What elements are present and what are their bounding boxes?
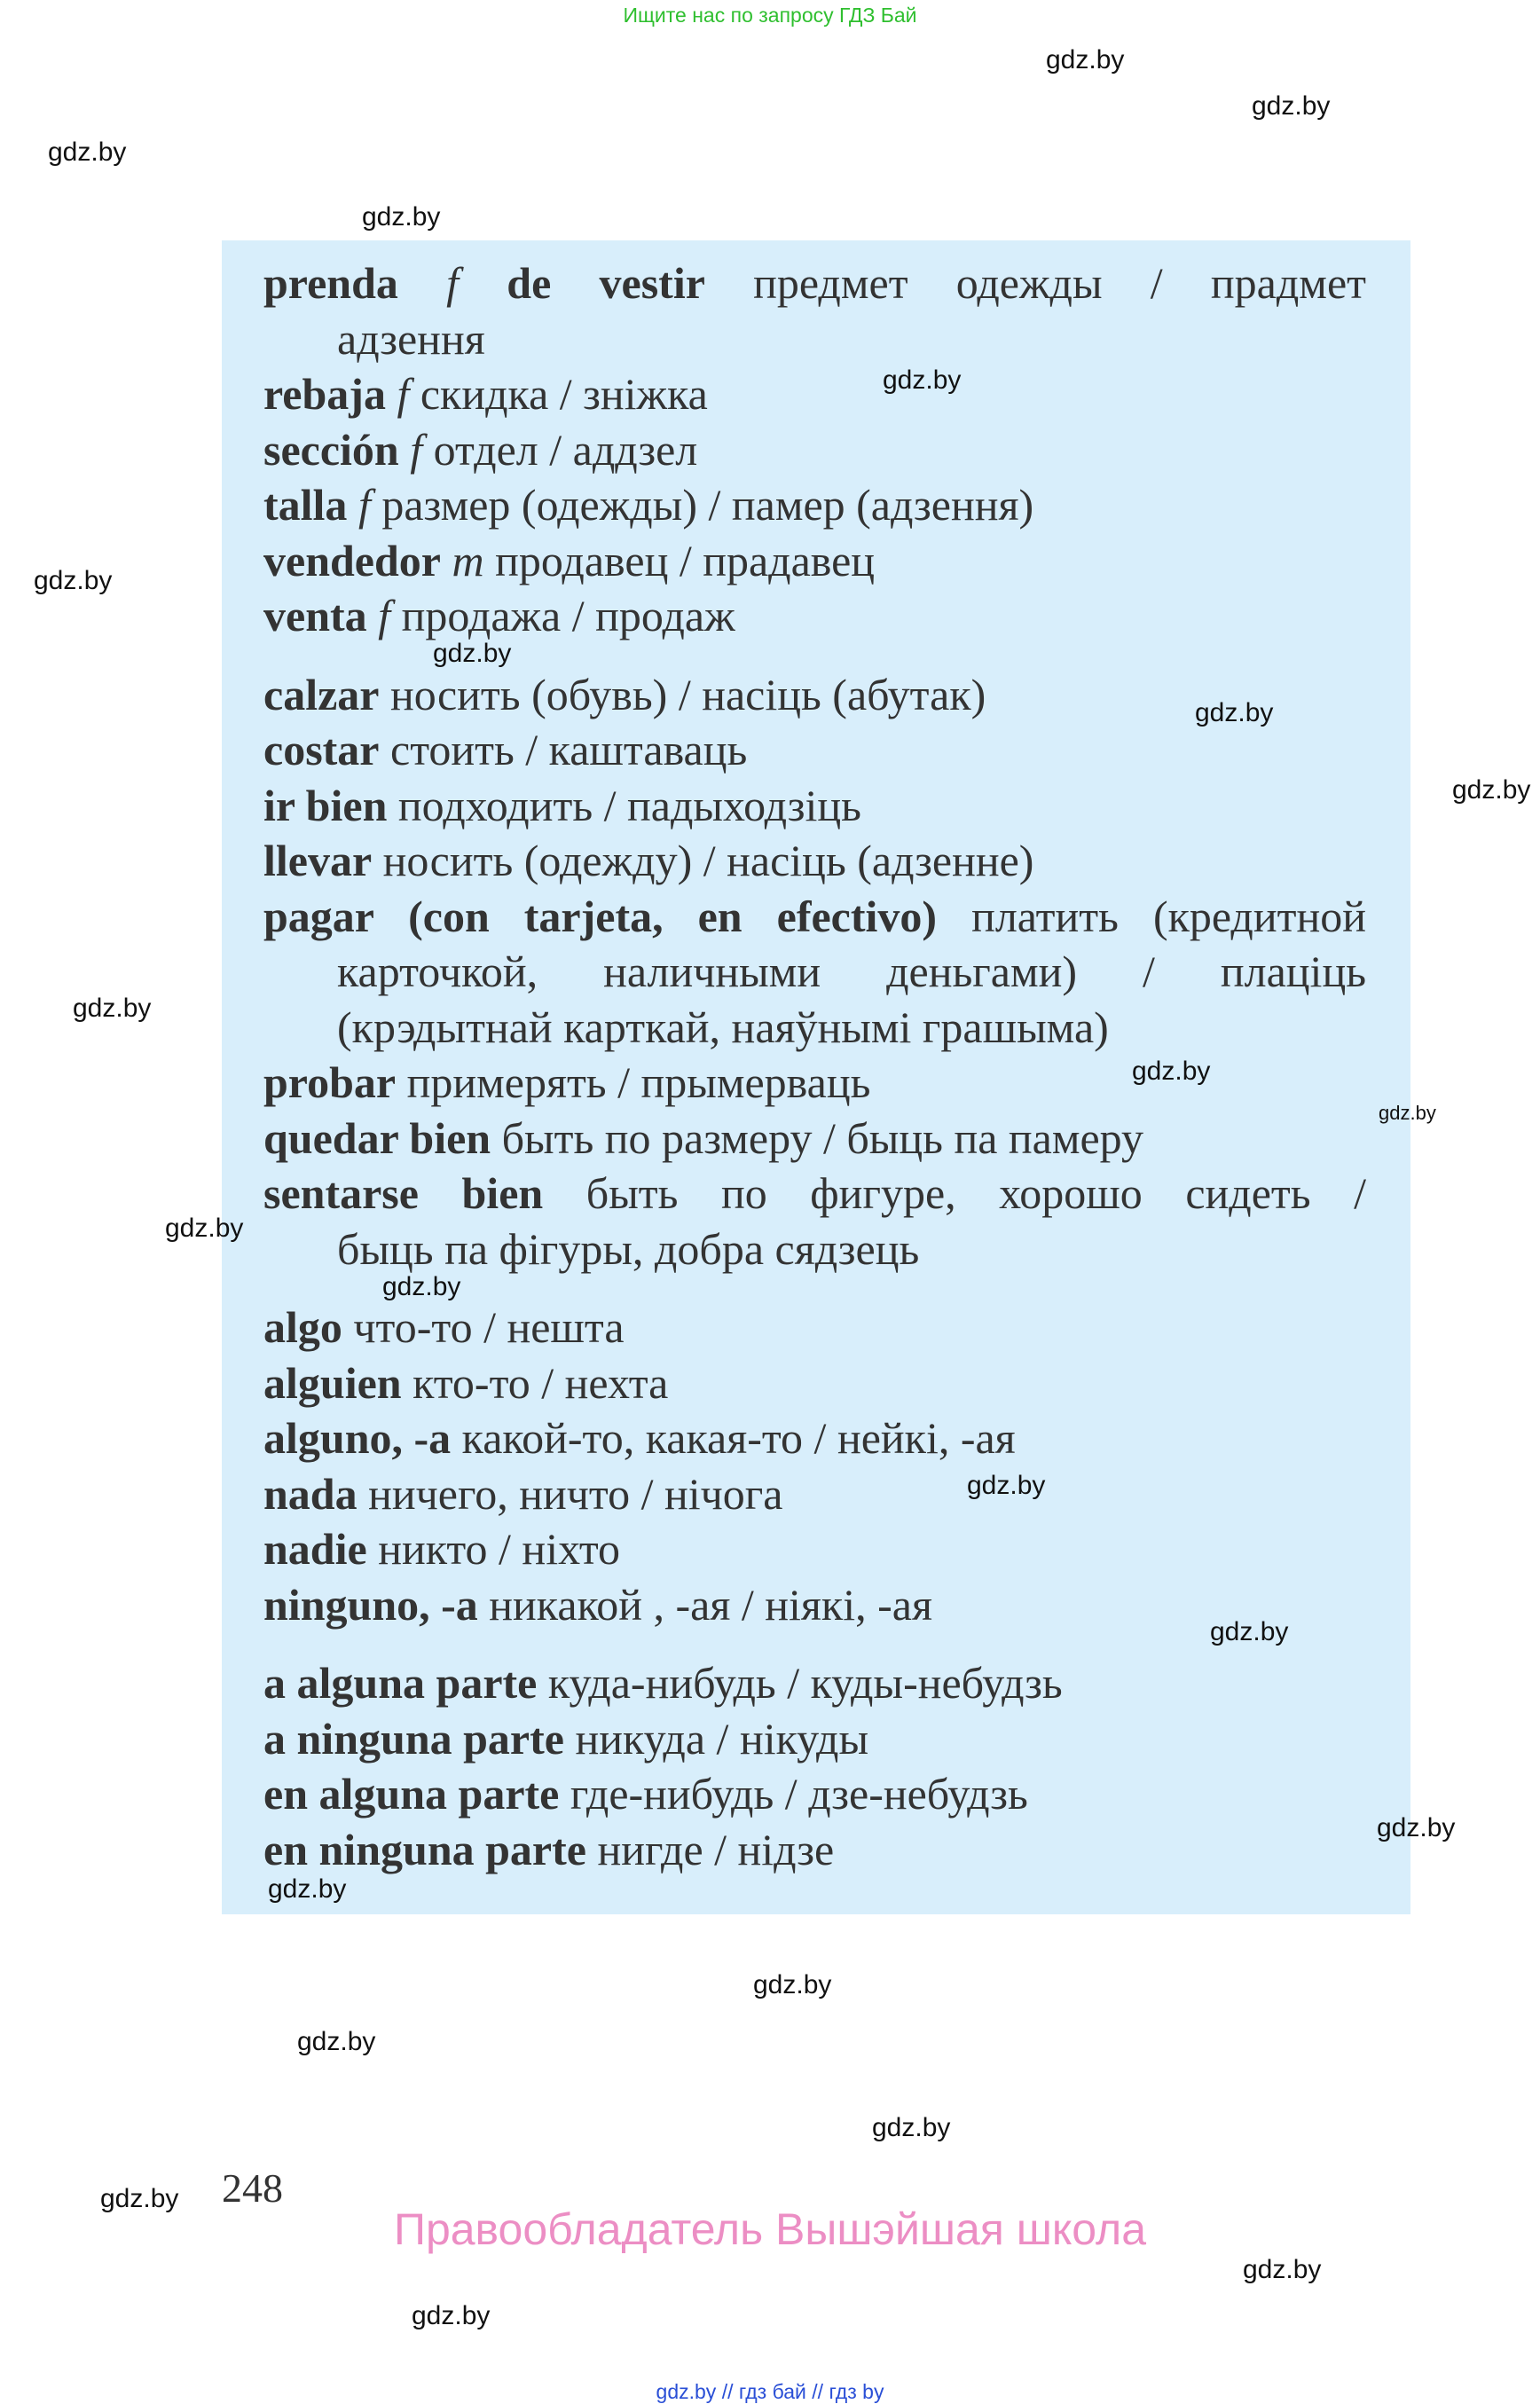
translation: что-то / нешта bbox=[353, 1302, 625, 1353]
vocabulary-entry bbox=[263, 1112, 1144, 1163]
watermark: gdz.by bbox=[362, 202, 441, 232]
watermark: gdz.by bbox=[48, 137, 127, 167]
separator: // bbox=[812, 2380, 824, 2403]
watermark: gdz.by bbox=[1210, 1617, 1289, 1646]
top-note: Ищите нас по запросу ГДЗ Бай bbox=[623, 4, 917, 27]
separator: // bbox=[721, 2380, 734, 2403]
headword: vendedor bbox=[263, 535, 441, 585]
headword: probar bbox=[263, 1057, 397, 1108]
translation: примерять / прымерваць bbox=[406, 1057, 871, 1108]
vocabulary-entry bbox=[337, 313, 485, 364]
translation: быць па фігуры, добра сядзець bbox=[337, 1223, 920, 1274]
translation: носить (одежду) / насіць (адзенне) bbox=[382, 836, 1034, 886]
watermark: gdz.by bbox=[412, 2301, 491, 2330]
watermark: gdz.by bbox=[433, 639, 512, 668]
vocabulary-entry bbox=[263, 424, 698, 475]
vocabulary-entry bbox=[263, 1658, 1063, 1709]
headword: prenda bbox=[263, 258, 398, 309]
translation: ничего, ничто / нічога bbox=[368, 1468, 783, 1519]
vocabulary-entry bbox=[263, 369, 708, 420]
watermark: gdz.by bbox=[967, 1471, 1046, 1500]
headword: a ninguna parte bbox=[263, 1713, 564, 1764]
watermark: gdz.by bbox=[297, 2027, 376, 2056]
headword: algo bbox=[263, 1302, 342, 1353]
translation: отдел / аддзел bbox=[433, 424, 698, 475]
vocabulary-entry bbox=[263, 1468, 783, 1519]
translation: никакой , -ая / ніякі, -ая bbox=[489, 1579, 932, 1630]
headword: costar bbox=[263, 725, 380, 775]
watermark: gdz.by bbox=[1379, 1102, 1436, 1124]
translation: стоить / каштаваць bbox=[390, 725, 748, 775]
translation: предмет одежды / прадмет bbox=[753, 258, 1366, 309]
translation: никто / ніхто bbox=[378, 1524, 621, 1575]
grammar-label: f bbox=[410, 424, 423, 475]
headword: nada bbox=[263, 1468, 358, 1519]
headword: ir bien bbox=[263, 780, 388, 830]
headword: sentarse bien bbox=[263, 1168, 544, 1219]
vocabulary-entry bbox=[263, 1413, 1016, 1464]
translation: какой-то, какая-то / нейкі, -ая bbox=[461, 1413, 1016, 1464]
vocabulary-entry bbox=[337, 1004, 1109, 1050]
vocabulary-entry bbox=[263, 593, 735, 639]
translation: куда-нибудь / куды-небудзь bbox=[547, 1658, 1063, 1709]
watermark: gdz.by bbox=[753, 1970, 832, 1999]
headword: pagar (con tarjeta, en efectivo) bbox=[263, 891, 938, 941]
vocabulary-entry bbox=[263, 1168, 1366, 1219]
headword: a alguna parte bbox=[263, 1658, 538, 1709]
watermark: gdz.by bbox=[1132, 1057, 1211, 1086]
watermark: gdz.by bbox=[268, 1874, 347, 1904]
translation: нигде / нідзе bbox=[597, 1824, 835, 1874]
vocabulary-entry bbox=[263, 893, 1366, 939]
footer-link-gdz-bai[interactable]: гдз бай bbox=[738, 2380, 806, 2403]
watermark: gdz.by bbox=[100, 2184, 179, 2213]
vocabulary-entry bbox=[263, 1302, 625, 1353]
vocabulary-entry bbox=[263, 1057, 871, 1108]
headword: en ninguna parte bbox=[263, 1824, 586, 1874]
headword: talla bbox=[263, 480, 348, 530]
grammar-label: f bbox=[358, 480, 371, 530]
translation: карточкой, наличными деньгами) / плаціць bbox=[337, 947, 1366, 997]
vocabulary-entry bbox=[263, 1357, 669, 1408]
translation: скидка / зніжка bbox=[420, 369, 708, 420]
headword: rebaja bbox=[263, 369, 386, 420]
vocabulary-entry bbox=[337, 1223, 920, 1274]
translation: где-нибудь / дзе-небудзь bbox=[570, 1769, 1028, 1819]
translation: платить (кредитной bbox=[971, 891, 1366, 941]
grammar-label: f bbox=[446, 258, 460, 309]
footer-link-gdz-by[interactable]: gdz.by bbox=[656, 2380, 717, 2403]
vocabulary-entry bbox=[263, 669, 986, 719]
headword: alguno, -a bbox=[263, 1413, 452, 1464]
vocabulary-entry bbox=[263, 535, 876, 585]
watermark: gdz.by bbox=[1046, 45, 1125, 75]
translation: размер (одежды) / памер (адзення) bbox=[381, 480, 1034, 530]
translation: продавец / прадавец bbox=[495, 535, 876, 585]
translation: (крэдытнай карткай, наяўнымі грашыма) bbox=[337, 1002, 1109, 1052]
translation: подходить / падыходзіць bbox=[397, 780, 861, 830]
watermark: gdz.by bbox=[1377, 1813, 1456, 1842]
translation: носить (обувь) / насіць (абутак) bbox=[389, 669, 986, 719]
grammar-label: f bbox=[378, 591, 391, 641]
watermark: gdz.by bbox=[73, 994, 152, 1023]
watermark: gdz.by bbox=[382, 1272, 461, 1301]
watermark: gdz.by bbox=[883, 365, 962, 395]
vocabulary-entry bbox=[263, 782, 861, 829]
footer-links bbox=[0, 2380, 1540, 2404]
vocabulary-entry bbox=[263, 1824, 835, 1874]
watermark: gdz.by bbox=[1243, 2255, 1322, 2284]
vocabulary-entry bbox=[263, 837, 1033, 884]
watermark: gdz.by bbox=[1452, 775, 1531, 805]
headword: nadie bbox=[263, 1524, 367, 1575]
translation: адзення bbox=[337, 313, 485, 364]
watermark: gdz.by bbox=[872, 2113, 951, 2142]
watermark: gdz.by bbox=[1252, 91, 1331, 121]
grammar-label: f bbox=[397, 369, 410, 420]
grammar-label: m bbox=[452, 535, 484, 585]
vocabulary-entry bbox=[263, 258, 1366, 309]
watermark: gdz.by bbox=[1195, 698, 1274, 727]
vocabulary-entry bbox=[263, 482, 1033, 528]
vocabulary-entry bbox=[337, 947, 1366, 997]
headword: quedar bien bbox=[263, 1112, 491, 1163]
watermark: gdz.by bbox=[34, 566, 113, 595]
headword: alguien bbox=[263, 1357, 402, 1408]
translation: никуда / нікуды bbox=[575, 1713, 869, 1764]
page-number: 248 bbox=[222, 2165, 283, 2211]
translation: продажа / продаж bbox=[401, 591, 735, 641]
vocabulary-entry bbox=[263, 727, 747, 773]
translation: быть по размеру / быць па памеру bbox=[501, 1112, 1144, 1163]
vocabulary-entry bbox=[263, 1713, 869, 1764]
headword: sección bbox=[263, 424, 399, 475]
footer-link-gdz-by-cyr[interactable]: гдз by bbox=[829, 2380, 884, 2403]
vocabulary-entry bbox=[263, 1579, 932, 1630]
translation: быть по фигуре, хорошо сидеть / bbox=[585, 1168, 1366, 1219]
translation: кто-то / нехта bbox=[412, 1357, 669, 1408]
headword: ninguno, -a bbox=[263, 1579, 478, 1630]
headword: en alguna parte bbox=[263, 1769, 560, 1819]
headword-continuation: de vestir bbox=[507, 258, 705, 309]
watermark: gdz.by bbox=[165, 1214, 244, 1243]
headword: calzar bbox=[263, 669, 380, 719]
headword: llevar bbox=[263, 836, 373, 886]
copyright-notice: Правообладатель Вышэйшая школа bbox=[394, 2204, 1146, 2254]
vocabulary-entry bbox=[263, 1771, 1028, 1817]
vocabulary-entry bbox=[263, 1524, 621, 1575]
headword: venta bbox=[263, 591, 367, 641]
